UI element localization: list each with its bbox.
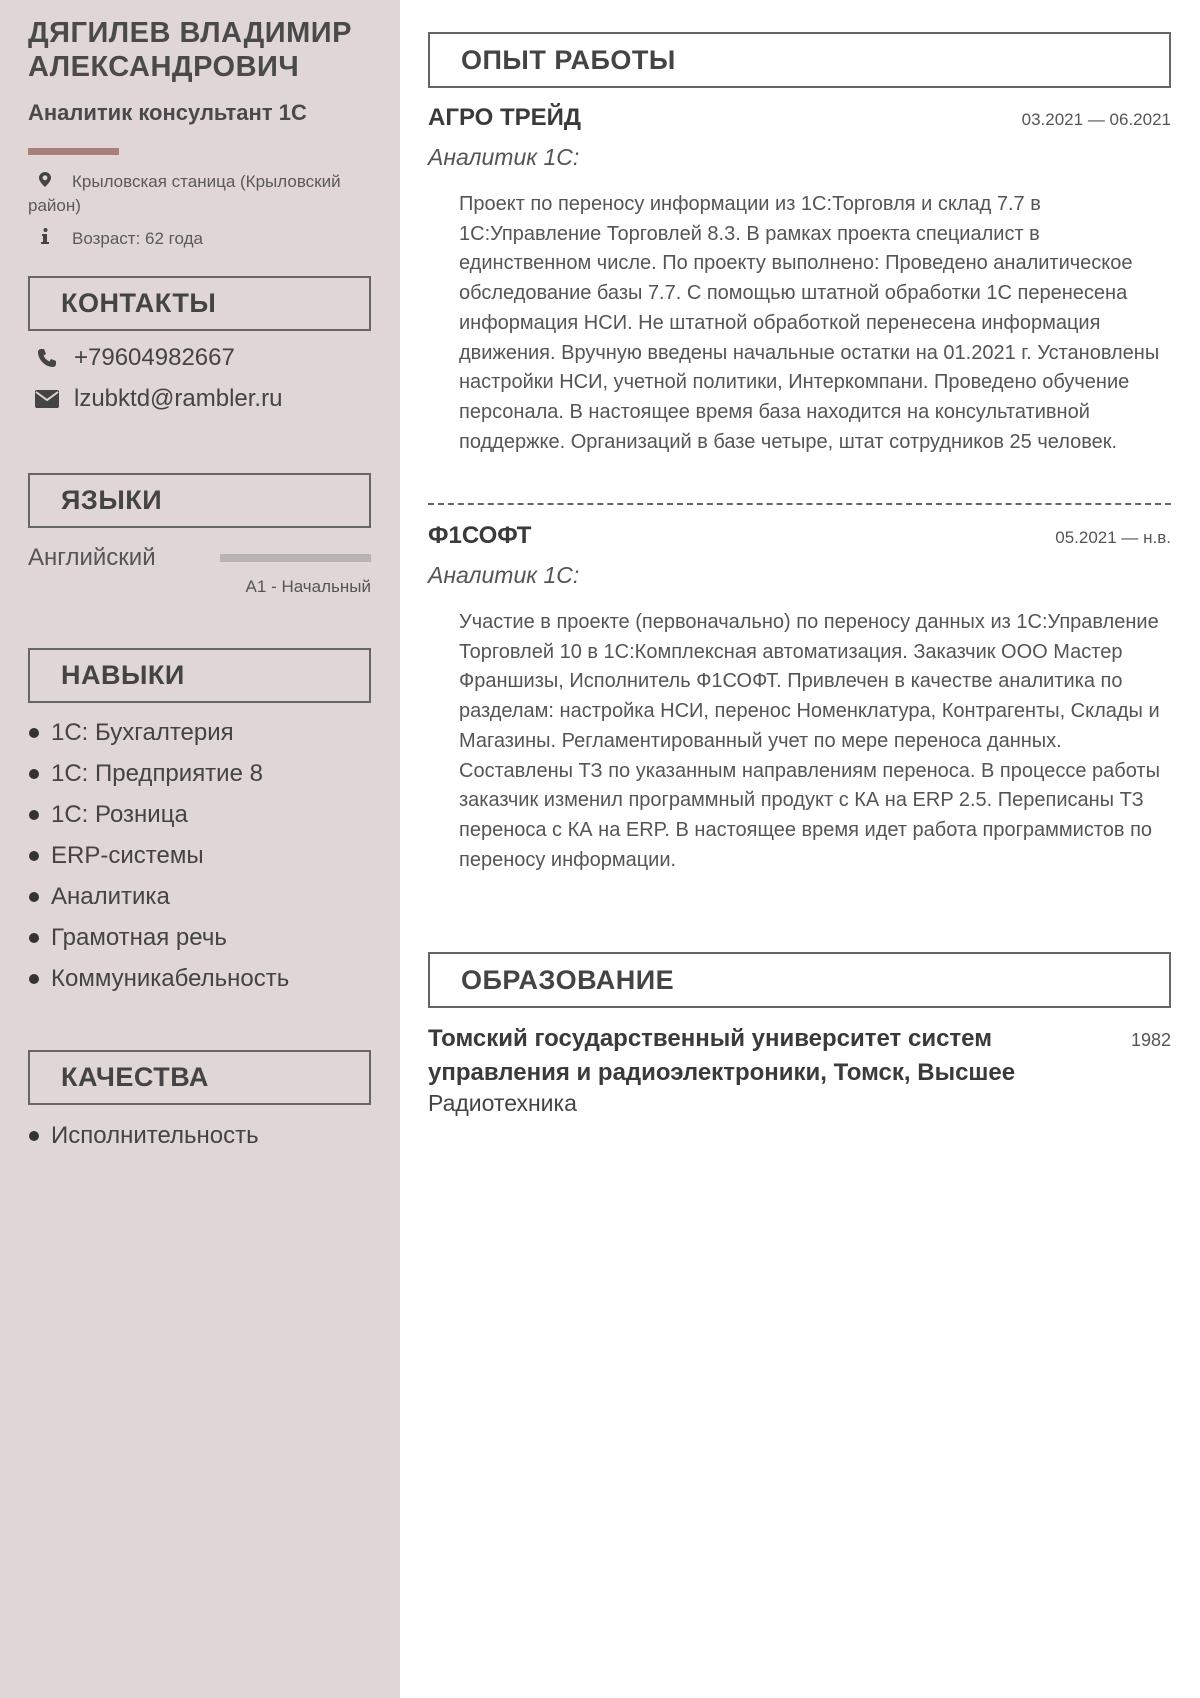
experience-heading: ОПЫТ РАБОТЫ (428, 32, 1171, 88)
education-institution: Томский государственный университет систем управления и радиоэлектроники, Томск, Высшее (428, 1025, 1016, 1086)
skill-item: Аналитика (28, 876, 289, 917)
candidate-name: ДЯГИЛЕВ ВЛАДИМИР АЛЕКСАНДРОВИЧ (28, 17, 352, 83)
info-icon (36, 227, 54, 251)
qualities-list (28, 1115, 259, 1156)
sidebar (0, 0, 400, 1698)
phone-number[interactable]: +79604982667 (74, 344, 235, 371)
language-level: A1 - Начальный (245, 577, 371, 596)
skills-heading: НАВЫКИ (28, 648, 371, 703)
email-row (28, 385, 282, 413)
job-dates: 03.2021 — 06.2021 (1021, 110, 1171, 129)
quality-item: Исполнительность (28, 1115, 259, 1156)
candidate-position: Аналитик консультант 1С (28, 100, 307, 125)
qualities-heading: КАЧЕСТВА (28, 1050, 371, 1105)
location-row (28, 170, 373, 218)
education-year: 1982 (1130, 1030, 1171, 1050)
phone-icon (34, 348, 60, 368)
accent-bar (28, 148, 119, 155)
job-description: Участие в проекте (первоначально) по переносу данных из 1С:Управление Торговлей 10 в 1С:Комплексная автоматизация. Заказчик ООО Мастер Франшизы, Исполнитель Ф1СОФТ. Привлечен в качестве аналитика по разделам: настройка НСИ, перенос Номенклатура, Контрагенты, Склады и Магазины. Регламентированный учет по мере переноса данных. Составлены ТЗ по указанным направлениям переноса. В процессе работы заказчик изменил программный продукт с КА на ERP 2.5. Переписаны ТЗ переноса с КА на ERP. В настоящее время идет работа программистов по переносу информации. (459, 611, 1160, 871)
email-address[interactable]: lzubktd@rambler.ru (74, 385, 283, 412)
job-role: Аналитик 1С: (428, 144, 580, 170)
envelope-icon (34, 390, 60, 408)
job-company: Ф1СОФТ (428, 522, 532, 549)
language-name: Английский (28, 544, 156, 571)
job-dates: 05.2021 — н.в. (1055, 528, 1171, 547)
languages-heading: ЯЗЫКИ (28, 473, 371, 528)
skill-item: 1С: Предприятие 8 (28, 753, 289, 794)
education-specialty: Радиотехника (428, 1090, 577, 1116)
location-text: Крыловская станица (Крыловский район) (28, 172, 341, 215)
job-company: АГРО ТРЕЙД (428, 104, 581, 131)
location-pin-icon (36, 170, 54, 194)
skills-list (28, 712, 289, 999)
age-text: Возраст: 62 года (72, 229, 203, 248)
contacts-heading: КОНТАКТЫ (28, 276, 371, 331)
age-row (28, 227, 373, 251)
language-level-bar (220, 554, 371, 562)
job-divider (428, 503, 1171, 505)
education-heading: ОБРАЗОВАНИЕ (428, 952, 1171, 1008)
phone-row (28, 344, 235, 372)
skill-item: Грамотная речь (28, 917, 289, 958)
skill-item: 1С: Бухгалтерия (28, 712, 289, 753)
job-role: Аналитик 1С: (428, 562, 580, 588)
skill-item: ERP-системы (28, 835, 289, 876)
skill-item: Коммуникабельность (28, 958, 289, 999)
job-description: Проект по переносу информации из 1С:Торговля и склад 7.7 в 1С:Управление Торговлей 8.3. В рамках проекта специалист в единственном числе. По проекту выполнено: Проведено аналитическое обследование базы 7.7. С помощью штатной обработки 1С перенесена информация НСИ. Не штатной обработкой перенесена информация движения. Вручную введены начальные остатки на 01.2021 г. Установлены настройки НСИ, учетной политики, Интеркомпани. Проведено обучение персонала. В настоящее время база находится на консультативной поддержке. Организаций в базе четыре, штат сотрудников 25 человек. (459, 193, 1160, 453)
skill-item: 1С: Розница (28, 794, 289, 835)
